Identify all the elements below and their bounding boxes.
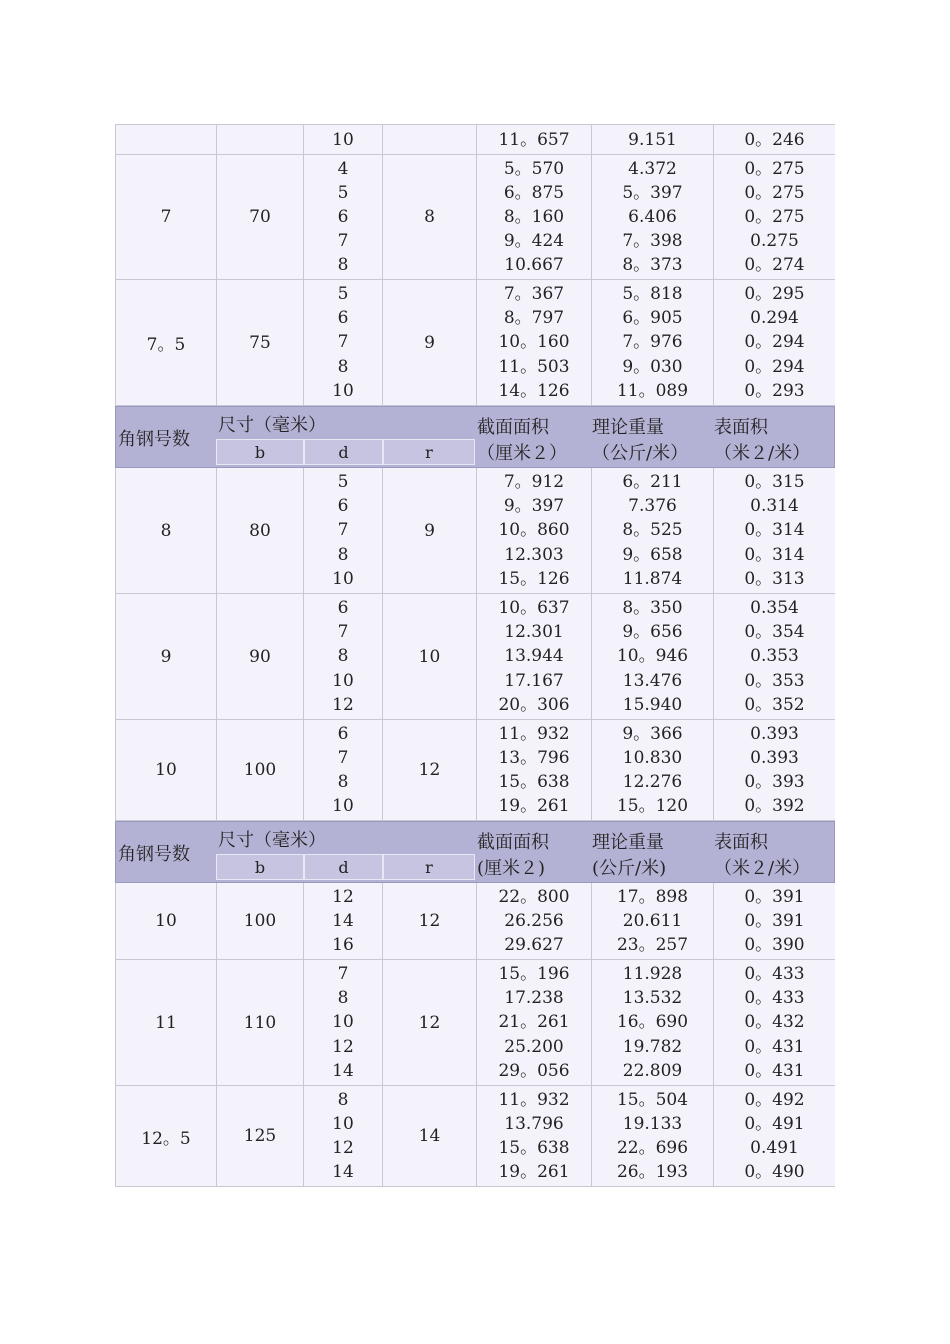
- r-cell: 12: [383, 883, 477, 959]
- d-value: 14: [332, 1060, 354, 1081]
- surface-value: 0。314: [744, 520, 805, 541]
- b-cell: 80: [217, 468, 304, 593]
- area-value: 17.238: [504, 988, 564, 1009]
- angle-number-cell: 10: [116, 720, 217, 820]
- surface-cell: [714, 155, 835, 279]
- area-value: 10。160: [498, 332, 570, 353]
- surface-value: 0。391: [744, 911, 805, 931]
- angle-number-cell: 10: [116, 883, 217, 959]
- d-value: 5: [337, 183, 349, 203]
- weight-value: 5。818: [622, 284, 683, 305]
- surface-value: 0。353: [744, 670, 805, 691]
- b-cell: 125: [217, 1086, 304, 1186]
- weight-value: 7.376: [628, 496, 677, 517]
- d-value: 8: [337, 356, 349, 377]
- weight-cell: [592, 155, 714, 279]
- d-value: 14: [332, 911, 354, 931]
- surface-value: 0。314: [744, 544, 805, 565]
- surface-value: 0。433: [744, 964, 805, 985]
- surface-value: 0。491: [744, 1114, 805, 1134]
- area-value: 20。306: [498, 694, 570, 715]
- surface-unit-header: （米２/米）: [714, 858, 811, 879]
- weight-value: 9。030: [622, 356, 683, 377]
- surface-cell: [714, 594, 835, 719]
- surface-value: 0。313: [744, 568, 805, 589]
- d-value: 7: [337, 622, 349, 643]
- r-cell: 14: [383, 1086, 477, 1186]
- d-value: 6: [337, 207, 349, 227]
- area-value: 9。397: [503, 496, 565, 517]
- area-value: 29。056: [498, 1060, 570, 1081]
- area-value: 14。126: [498, 380, 570, 401]
- surface-value: 0。354: [744, 622, 805, 643]
- surface-value: 0。275: [744, 207, 805, 227]
- d-value: 10: [332, 129, 354, 150]
- area-value: 11。503: [498, 356, 570, 377]
- r-cell: 8: [383, 155, 477, 279]
- weight-value: 9。366: [622, 724, 683, 744]
- d-value: 10: [332, 796, 354, 816]
- weight-value: 19.133: [622, 1114, 683, 1134]
- area-value: 13.944: [504, 646, 564, 667]
- surface-value: 0。315: [744, 472, 805, 493]
- area-cell: [477, 1086, 592, 1186]
- area-value: 19。261: [498, 1162, 570, 1182]
- area-value: 12.301: [504, 622, 564, 643]
- area-value: 7。367: [503, 284, 565, 305]
- surface-cell: [714, 960, 835, 1085]
- angle-number-header: 角钢号数: [118, 429, 190, 450]
- area-cell: [477, 883, 592, 959]
- b-cell: 110: [217, 960, 304, 1085]
- weight-value: 15。504: [616, 1090, 689, 1110]
- area-value: 5。570: [503, 159, 565, 179]
- d-value: 14: [332, 1162, 354, 1182]
- r-cell: 10: [383, 594, 477, 719]
- weight-value: 11。089: [616, 380, 689, 401]
- area-value: 8。160: [503, 207, 565, 227]
- weight-value: 22。696: [616, 1138, 689, 1158]
- weight-value: 9.151: [628, 129, 677, 150]
- d-cell: [304, 1086, 383, 1186]
- table-row: [115, 280, 835, 406]
- weight-value: 10。946: [616, 646, 689, 667]
- area-value: 26.256: [504, 911, 564, 931]
- area-cell: [477, 280, 592, 405]
- angle-number-cell: 7。5: [116, 280, 217, 405]
- b-cell: 90: [217, 594, 304, 719]
- weight-value: 20.611: [622, 911, 683, 931]
- table-row: [115, 594, 835, 720]
- area-value: 12.303: [504, 544, 564, 565]
- b-cell: 100: [217, 883, 304, 959]
- weight-value: 7。398: [622, 231, 683, 251]
- d-value: 4: [337, 159, 349, 179]
- area-value: 11。932: [498, 724, 570, 744]
- weight-value: 12.276: [622, 772, 683, 792]
- surface-value: 0。492: [744, 1090, 805, 1110]
- area-value: 15。638: [498, 772, 570, 792]
- area-cell: [477, 155, 592, 279]
- table-row: [115, 720, 835, 821]
- size-header: 尺寸（毫米）: [218, 830, 326, 851]
- surface-value: 0.314: [750, 496, 799, 517]
- weight-unit-header: （公斤/米）: [592, 443, 689, 464]
- table-row: [115, 468, 835, 594]
- d-value: 8: [337, 646, 349, 667]
- surface-value: 0.491: [750, 1138, 799, 1158]
- weight-value: 5。397: [622, 183, 683, 203]
- d-value: 16: [332, 935, 354, 955]
- weight-value: 6。211: [622, 472, 683, 493]
- weight-value: 19.782: [622, 1036, 683, 1057]
- d-value: 10: [332, 670, 354, 691]
- weight-cell: [592, 280, 714, 405]
- weight-cell: [592, 960, 714, 1085]
- d-value: 10: [332, 1012, 354, 1033]
- angle-number-cell: 8: [116, 468, 217, 593]
- surface-value: 0。433: [744, 988, 805, 1009]
- area-cell: [477, 594, 592, 719]
- surface-value: 0。274: [744, 255, 805, 275]
- surface-value: 0。246: [744, 129, 805, 150]
- weight-value: 15.940: [622, 694, 683, 715]
- surface-value: 0。432: [744, 1012, 805, 1033]
- d-subheader: d: [304, 854, 383, 880]
- d-value: 10: [332, 568, 354, 589]
- r-cell: 9: [383, 280, 477, 405]
- d-value: 10: [332, 380, 354, 401]
- surface-header: 表面积: [714, 417, 768, 438]
- weight-value: 23。257: [616, 935, 689, 955]
- weight-value: 6。905: [622, 308, 683, 329]
- surface-value: 0。275: [744, 183, 805, 203]
- area-value: 11。932: [498, 1090, 570, 1110]
- b-cell: 75: [217, 280, 304, 405]
- weight-value: 7。976: [622, 332, 683, 353]
- weight-value: 9。658: [622, 544, 683, 565]
- d-value: 7: [337, 748, 349, 768]
- area-cell: [477, 720, 592, 820]
- area-value: 10。637: [498, 598, 570, 619]
- surface-value: 0.354: [750, 598, 799, 619]
- area-value: 6。875: [503, 183, 565, 203]
- angle-number-cell: 9: [116, 594, 217, 719]
- weight-value: 8。525: [622, 520, 683, 541]
- surface-unit-header: （米２/米）: [714, 443, 811, 464]
- area-value: 29.627: [504, 935, 564, 955]
- surface-value: 0。391: [744, 887, 805, 907]
- surface-value: 0.393: [750, 724, 799, 744]
- weight-value: 17。898: [616, 887, 689, 907]
- surface-value: 0。275: [744, 159, 805, 179]
- d-value: 7: [337, 332, 349, 353]
- d-value: 6: [337, 308, 349, 329]
- d-cell: [304, 468, 383, 593]
- surface-value: 0。392: [744, 796, 805, 816]
- area-header: 截面面积: [477, 417, 549, 438]
- surface-value: 0。294: [744, 356, 805, 377]
- d-value: 5: [337, 472, 349, 493]
- area-value: 19。261: [498, 796, 570, 816]
- surface-cell: [714, 280, 835, 405]
- weight-value: 22.809: [622, 1060, 683, 1081]
- r-subheader: r: [383, 854, 475, 880]
- area-cell: [477, 960, 592, 1085]
- weight-value: 8。350: [622, 598, 683, 619]
- surface-value: 0。490: [744, 1162, 805, 1182]
- area-value: 10.667: [504, 255, 564, 275]
- size-header: 尺寸（毫米）: [218, 415, 326, 436]
- d-cell: [304, 883, 383, 959]
- d-value: 5: [337, 284, 349, 305]
- area-value: 8。797: [503, 308, 565, 329]
- weight-value: 26。193: [616, 1162, 689, 1182]
- surface-value: 0.353: [750, 646, 799, 667]
- weight-header: 理论重量: [592, 417, 664, 438]
- b-subheader: b: [216, 854, 304, 880]
- d-value: 8: [337, 255, 349, 275]
- d-value: 10: [332, 1114, 354, 1134]
- angle-number-cell: 11: [116, 960, 217, 1085]
- d-value: 12: [332, 887, 354, 907]
- angle-number-cell: 7: [116, 155, 217, 279]
- weight-value: 11.928: [622, 964, 683, 985]
- weight-cell: [592, 883, 714, 959]
- d-value: 6: [337, 724, 349, 744]
- weight-value: 15。120: [616, 796, 689, 816]
- area-value: 13.796: [504, 1114, 564, 1134]
- d-cell: [304, 960, 383, 1085]
- table-row: [115, 960, 835, 1086]
- surface-value: 0。393: [744, 772, 805, 792]
- weight-value: 8。373: [622, 255, 683, 275]
- weight-header: 理论重量: [592, 832, 664, 853]
- area-value: 17.167: [504, 670, 564, 691]
- surface-header: 表面积: [714, 832, 768, 853]
- area-value: 15。638: [498, 1138, 570, 1158]
- surface-cell: [714, 1086, 835, 1186]
- r-cell: 12: [383, 720, 477, 820]
- d-subheader: d: [304, 439, 383, 465]
- surface-value: 0。431: [744, 1036, 805, 1057]
- weight-cell: [592, 594, 714, 719]
- weight-value: 10.830: [622, 748, 683, 768]
- weight-unit-header: (公斤/米): [592, 858, 667, 879]
- weight-value: 11.874: [622, 568, 683, 589]
- area-value: 15。126: [498, 568, 570, 589]
- surface-value: 0.393: [750, 748, 799, 768]
- area-unit-header: (厘米２): [477, 858, 546, 879]
- surface-value: 0.275: [750, 231, 799, 251]
- surface-value: 0。390: [744, 935, 805, 955]
- area-value: 22。800: [498, 887, 570, 907]
- d-cell: [304, 594, 383, 719]
- surface-cell: [714, 468, 835, 593]
- area-cell: [477, 125, 592, 154]
- r-subheader: r: [383, 439, 475, 465]
- weight-value: 13.476: [622, 670, 683, 691]
- weight-value: 9。656: [622, 622, 683, 643]
- d-value: 8: [337, 1090, 349, 1110]
- b-cell: 70: [217, 155, 304, 279]
- d-cell: [304, 720, 383, 820]
- weight-cell: [592, 468, 714, 593]
- weight-cell: [592, 125, 714, 154]
- area-value: 25.200: [504, 1036, 564, 1057]
- d-value: 7: [337, 520, 349, 541]
- surface-value: 0.294: [750, 308, 799, 329]
- r-cell: [383, 125, 477, 154]
- d-value: 12: [332, 1138, 354, 1158]
- d-value: 12: [332, 1036, 354, 1057]
- surface-value: 0。293: [744, 380, 805, 401]
- d-value: 6: [337, 496, 349, 517]
- area-value: 7。912: [503, 472, 565, 493]
- b-cell: [217, 125, 304, 154]
- area-value: 15。196: [498, 964, 570, 985]
- angle-number-cell: 12。5: [116, 1086, 217, 1186]
- angle-number-cell: [116, 125, 217, 154]
- table-header: [115, 406, 835, 468]
- table-row: [115, 883, 835, 960]
- d-value: 6: [337, 598, 349, 619]
- d-cell: [304, 280, 383, 405]
- d-value: 8: [337, 772, 349, 792]
- d-value: 8: [337, 988, 349, 1009]
- area-value: 11。657: [498, 129, 570, 150]
- table-row: [115, 1086, 835, 1187]
- weight-value: 6.406: [628, 207, 677, 227]
- b-cell: 100: [217, 720, 304, 820]
- surface-value: 0。294: [744, 332, 805, 353]
- area-value: 9。424: [503, 231, 565, 251]
- surface-value: 0。352: [744, 694, 805, 715]
- area-value: 13。796: [498, 748, 570, 768]
- r-cell: 9: [383, 468, 477, 593]
- surface-cell: [714, 720, 835, 820]
- weight-value: 4.372: [628, 159, 677, 179]
- angle-number-header: 角钢号数: [118, 844, 190, 865]
- table-row: [115, 155, 835, 280]
- d-value: 7: [337, 231, 349, 251]
- weight-value: 13.532: [622, 988, 683, 1009]
- d-value: 7: [337, 964, 349, 985]
- surface-value: 0。431: [744, 1060, 805, 1081]
- area-unit-header: （厘米２）: [477, 443, 567, 464]
- area-cell: [477, 468, 592, 593]
- weight-cell: [592, 720, 714, 820]
- table-header: [115, 821, 835, 883]
- d-cell: [304, 125, 383, 154]
- b-subheader: b: [216, 439, 304, 465]
- r-cell: 12: [383, 960, 477, 1085]
- area-value: 21。261: [498, 1012, 570, 1033]
- d-value: 12: [332, 694, 354, 715]
- surface-cell: [714, 883, 835, 959]
- table-row: [115, 124, 835, 155]
- d-cell: [304, 155, 383, 279]
- weight-cell: [592, 1086, 714, 1186]
- surface-value: 0。295: [744, 284, 805, 305]
- area-value: 10。860: [498, 520, 570, 541]
- weight-value: 16。690: [616, 1012, 689, 1033]
- surface-cell: [714, 125, 835, 154]
- area-header: 截面面积: [477, 832, 549, 853]
- d-value: 8: [337, 544, 349, 565]
